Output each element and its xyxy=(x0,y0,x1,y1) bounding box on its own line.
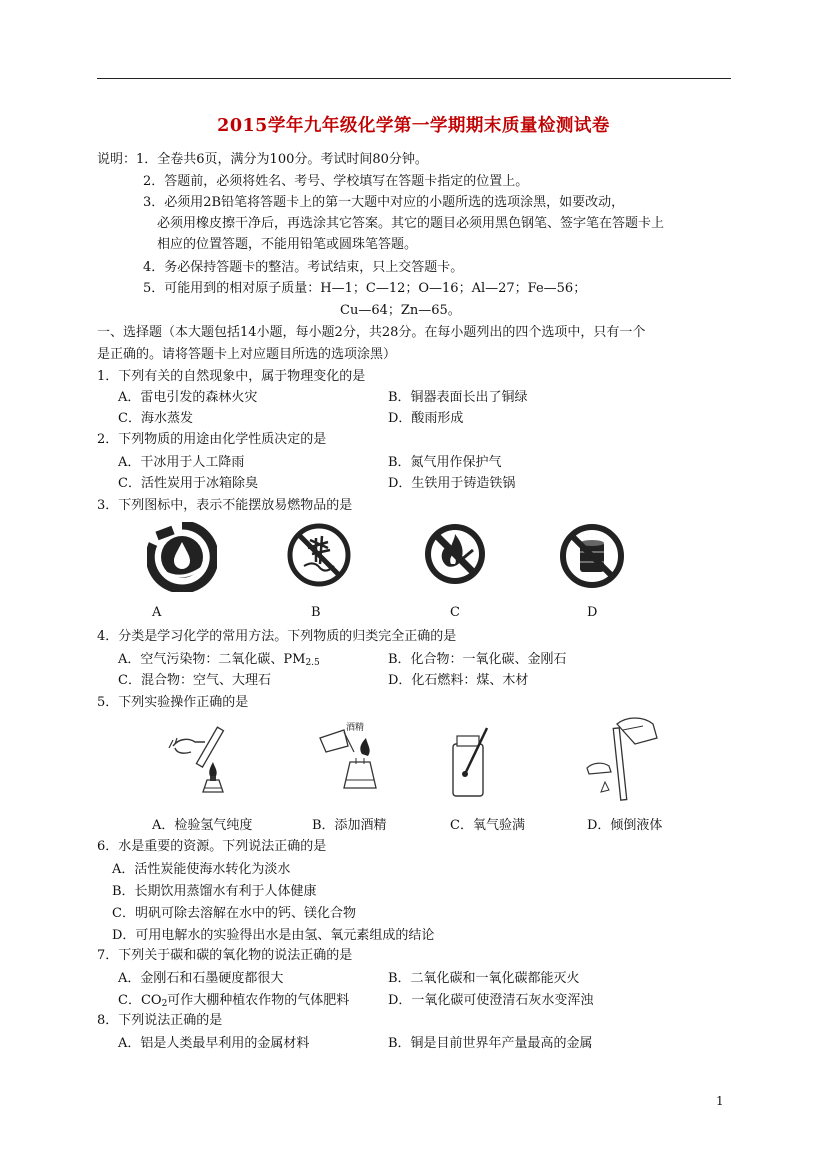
page-title: 2015学年九年级化学第一学期期末质量检测试卷 xyxy=(217,116,610,136)
header-rule xyxy=(97,78,731,79)
question-4-stem: 4．分类是学习化学的常用方法。下列物质的归类完全正确的是 xyxy=(97,629,457,644)
section-heading-line2: 是正确的。请将答题卡上对应题目所选的选项涂黑） xyxy=(97,347,397,362)
page-number: 1 xyxy=(716,1094,724,1108)
instruction-1: 说明：1．全卷共6页，满分为100分。考试时间80分钟。 xyxy=(97,152,428,167)
question-2-option-b: B．氮气用作保护气 xyxy=(388,455,502,470)
question-1-option-a: A．雷电引发的森林火灾 xyxy=(118,390,258,405)
question-1-option-c: C．海水蒸发 xyxy=(118,411,193,426)
question-1-option-d: D．酸雨形成 xyxy=(388,411,464,426)
question-8-option-b: B．铜是目前世界年产量最高的金属 xyxy=(388,1036,593,1051)
question-7-option-c-text: 可作大棚种植农作物的气体肥料 xyxy=(167,993,350,1008)
question-7-option-c-prefix: C．CO xyxy=(118,993,162,1008)
question-2-option-c: C．活性炭用于冰箱除臭 xyxy=(118,476,258,491)
question-6-option-a: A．活性炭能使海水转化为淡水 xyxy=(112,862,291,877)
question-7-option-d: D．一氧化碳可使澄清石灰水变浑浊 xyxy=(388,993,594,1008)
question-1-option-b: B．铜器表面长出了铜绿 xyxy=(388,390,528,405)
question-7-option-b: B．二氧化碳和一氧化碳都能灭火 xyxy=(388,971,580,986)
instruction-5b: Cu—64；Zn—65。 xyxy=(340,303,461,318)
question-4-option-d: D．化石燃料：煤、木材 xyxy=(388,673,529,688)
water-saving-icon xyxy=(147,522,217,592)
question-2-option-d: D．生铁用于铸造铁锅 xyxy=(388,476,516,491)
question-4-option-c: C．混合物：空气、大理石 xyxy=(118,673,271,688)
question-8-stem: 8．下列说法正确的是 xyxy=(97,1013,223,1028)
question-3-label-d: D xyxy=(587,605,598,620)
question-8-option-a: A．铝是人类最早利用的金属材料 xyxy=(118,1036,310,1051)
question-7-option-a: A．金刚石和石墨硬度都很大 xyxy=(118,971,284,986)
question-3-label-c: C xyxy=(450,605,460,620)
question-3-stem: 3．下列图标中，表示不能摆放易燃物品的是 xyxy=(97,498,353,513)
question-5-stem: 5．下列实验操作正确的是 xyxy=(97,695,249,710)
question-6-stem: 6．水是重要的资源。下列说法正确的是 xyxy=(97,839,327,854)
instruction-4: 4．务必保持答题卡的整洁。考试结束，只上交答题卡。 xyxy=(143,260,464,275)
question-3-label-b: B xyxy=(311,605,321,620)
question-2-stem: 2．下列物质的用途由化学性质决定的是 xyxy=(97,432,327,447)
question-7-option-c xyxy=(118,989,349,1009)
question-4-option-a-text: A．空气污染物：二氧化碳、PM xyxy=(118,652,306,667)
instruction-3a: 3．必须用2B铅笔将答题卡上的第一大题中对应的小题所选的选项涂黑，如要改动， xyxy=(143,195,625,210)
question-4-option-b: B．化合物：一氧化碳、金刚石 xyxy=(388,652,567,667)
question-6-option-b: B．长期饮用蒸馏水有利于人体健康 xyxy=(112,884,317,899)
question-5-option-b: B．添加酒精 xyxy=(312,818,387,833)
no-fireworks-icon xyxy=(286,522,352,588)
question-6-option-d: D．可用电解水的实验得出水是由氢、氧元素组成的结论 xyxy=(112,928,435,943)
question-5-option-d: D．倾倒液体 xyxy=(587,818,663,833)
hydrogen-purity-test-illustration xyxy=(165,718,245,800)
instruction-2: 2．答题前，必须将姓名、考号、学校填写在答题卡指定的位置上。 xyxy=(143,174,529,189)
instruction-5a: 5．可能用到的相对原子质量：H—1；C—12；O—16；Al—27；Fe—56； xyxy=(143,281,587,296)
question-1-stem: 1．下列有关的自然现象中，属于物理变化的是 xyxy=(97,369,366,384)
question-4-option-a xyxy=(118,648,320,668)
no-open-flame-icon xyxy=(421,520,489,588)
question-7-stem: 7．下列关于碳和碳的氧化物的说法正确的是 xyxy=(97,948,353,963)
question-5-option-c: C．氧气验满 xyxy=(450,818,525,833)
question-6-option-c: C．明矾可除去溶解在水中的钙、镁化合物 xyxy=(112,906,356,921)
question-5-option-a: A．检验氢气纯度 xyxy=(152,818,253,833)
instruction-3c: 相应的位置答题，不能用铅笔或圆珠笔答题。 xyxy=(157,237,418,252)
co2-subscript: 2 xyxy=(161,999,168,1009)
pouring-liquid-illustration xyxy=(583,712,663,802)
question-3-label-a: A xyxy=(152,605,162,620)
section-heading-line1: 一、选择题（本大题包括14小题，每小题2分，共28分。在每小题列出的四个选项中，只有一个 xyxy=(97,325,646,340)
pm-subscript: 2.5 xyxy=(305,658,320,668)
alcohol-label: 酒精 xyxy=(346,723,365,733)
question-2-option-a: A．干冰用于人工降雨 xyxy=(118,455,245,470)
oxygen-full-test-illustration xyxy=(445,722,495,802)
no-flammable-storage-icon xyxy=(558,522,626,590)
instruction-3b: 必须用橡皮擦干净后，再选涂其它答案。其它的题目必须用黑色钢笔、签字笔在答题卡上 xyxy=(157,216,665,231)
